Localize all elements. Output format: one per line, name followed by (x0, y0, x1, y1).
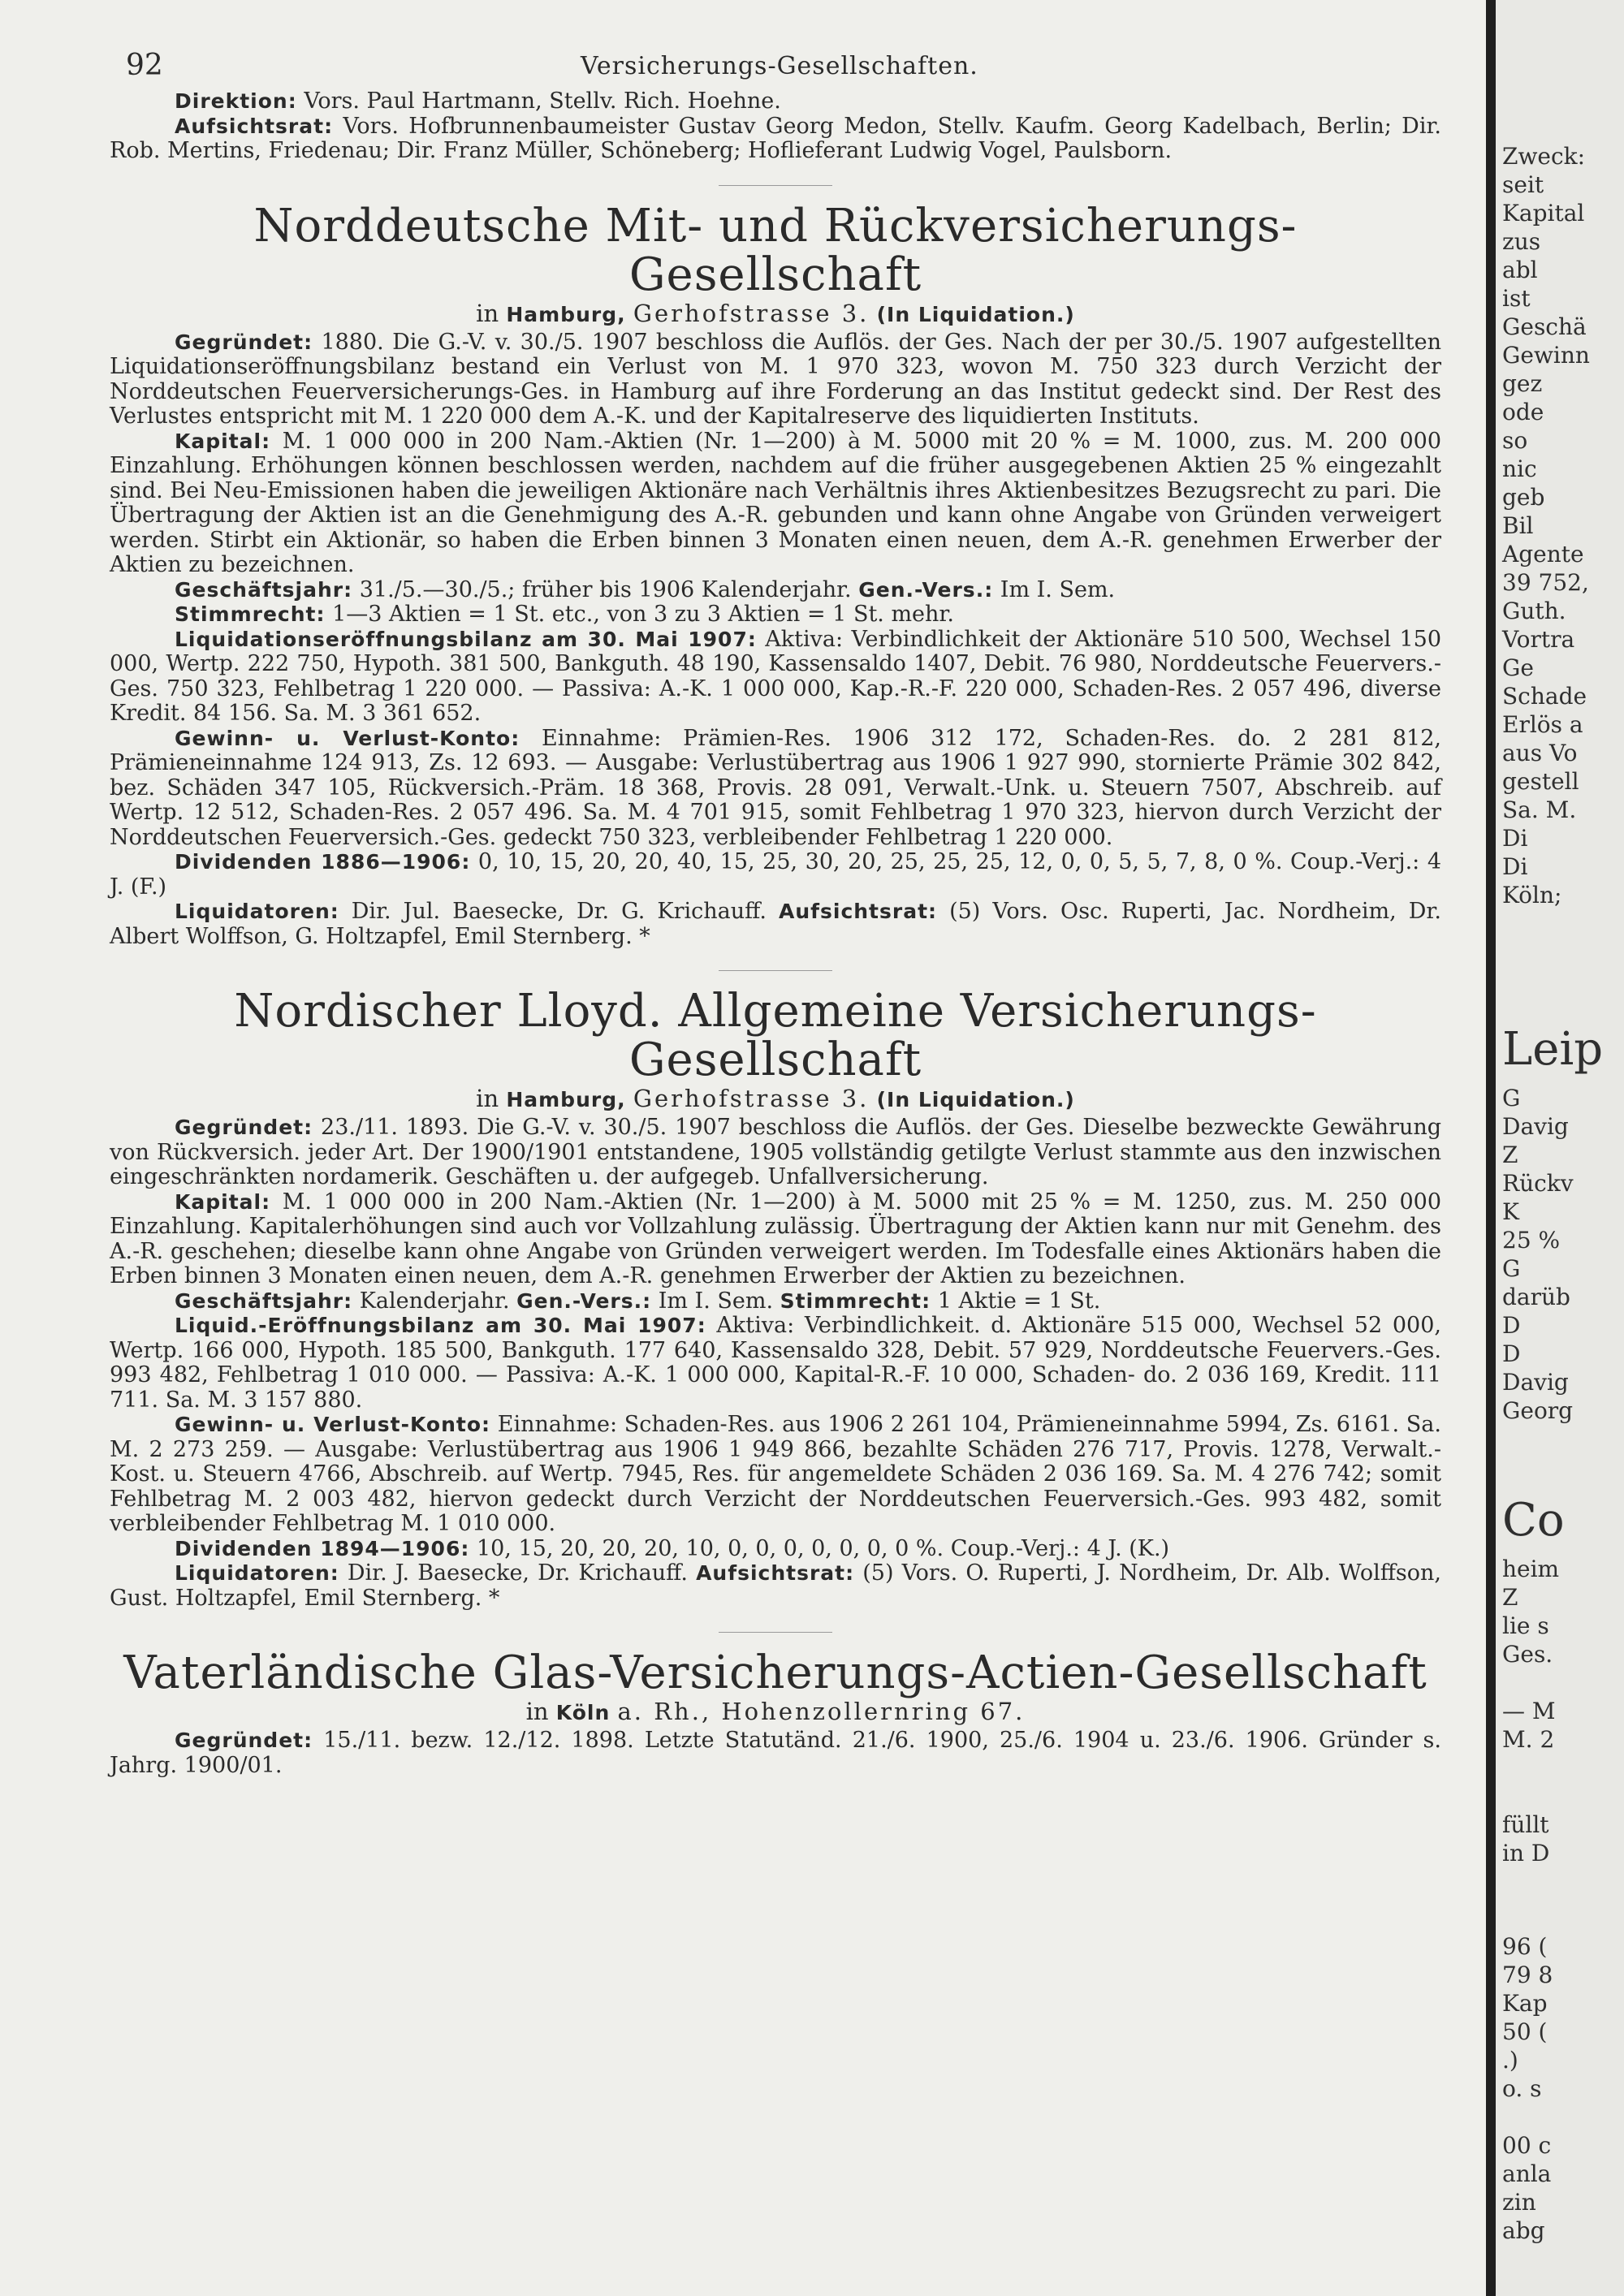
paragraph-text: 23./11. 1893. Die G.-V. v. 30./5. 1907 beschloss die Auflös. der Ges. Dieselbe bezweckte Gewährung von Rückversich. jeder Art. Der 1900/1901 entstandene, 1905 vollständig getilgte Verlust stammte aus den inzwischen eingeschränkten nordamerik. Geschäften u. der aufgegeb. Unfallversicherung. (110, 1115, 1441, 1189)
entry-paragraph (110, 429, 1441, 578)
entry-paragraph (110, 628, 1441, 727)
paragraph-label: Kapital: (175, 1189, 271, 1214)
entries (110, 185, 1441, 1779)
facing-page-text: aus Vo (1502, 740, 1578, 766)
facing-page-text: gestell (1502, 768, 1579, 795)
paragraph-text: 31./5.—30./5.; früher bis 1906 Kalenderjahr. (359, 576, 852, 602)
paragraph-label: Dividenden 1894—1906: (175, 1536, 470, 1560)
entry-paragraph (110, 1190, 1441, 1289)
facing-page-text: 79 8 (1502, 1962, 1553, 1988)
entry-paragraph (110, 1537, 1441, 1562)
entry-status: (In Liquidation.) (876, 302, 1075, 326)
paragraph-label: Liquidatoren: (175, 900, 339, 923)
facing-page-text: Davig (1502, 1369, 1569, 1396)
paragraph-label: Gegründet: (175, 1116, 313, 1139)
facing-page-text: Z (1502, 1142, 1518, 1168)
paragraph-text: Im I. Sem. (658, 1288, 774, 1314)
paragraph-text: Dir. J. Baesecke, Dr. Krichauff. (347, 1560, 688, 1586)
paragraph-label: Aufsichtsrat: (778, 900, 938, 923)
facing-page-text: Sa. M. (1502, 796, 1577, 823)
facing-page-text: geb (1502, 484, 1545, 511)
facing-page-text: in D (1502, 1840, 1550, 1867)
entry-paragraph (110, 1561, 1441, 1611)
facing-page-text: Ges. (1502, 1641, 1553, 1668)
prev-direktion: Direktion: Vors. Paul Hartmann, Stellv. Rich. Hoehne. (175, 88, 781, 114)
section-rule (719, 1632, 832, 1633)
facing-page-text: Z (1502, 1584, 1518, 1611)
section-rule (719, 970, 832, 971)
entry-paragraph (110, 602, 1441, 628)
entry-paragraph (110, 850, 1441, 900)
facing-page-text: Rückv (1502, 1170, 1574, 1197)
facing-page-text: M. 2 (1502, 1726, 1555, 1753)
paragraph-label: Geschäftsjahr: (175, 577, 353, 602)
paragraph-label: Stimmrecht: (175, 602, 326, 626)
facing-page-text: .) (1502, 2047, 1518, 2074)
entry-address: a. Rh., Hohenzollernring 67. (617, 1698, 1026, 1725)
facing-page-text: heim (1502, 1556, 1560, 1582)
facing-page-text: 96 ( (1502, 1933, 1548, 1960)
entry-title: Vaterländische Glas-Versicherungs-Actien-Gesellschaft (123, 1646, 1427, 1699)
paragraph-label: Dividenden 1886—1906: (175, 850, 471, 874)
paragraph-label: Gewinn- u. Verlust-Konto: (175, 726, 520, 750)
paragraph-text: Kalenderjahr. (359, 1288, 510, 1314)
facing-page-text: o. s (1502, 2075, 1542, 2102)
paragraph-text: M. 1 000 000 in 200 Nam.-Aktien (Nr. 1—200) à M. 5000 mit 25 % = M. 1250, zus. M. 250 000 Einzahlung. Kapitalerhöhungen sind auch vor Vollzahlung zulässig. Übertragung der Aktien kann nur mit Genehm. des A.-R. geschehen; dieselbe kann ohne Angabe von Gründen verweigert werden. Im Todesfalle eines Aktionärs haben die Erben binnen 3 Monaten einen neuen, dem A.-R. genehmen Erwerber der Aktien zu bezeichnen. (110, 1189, 1441, 1288)
paragraph-text: Aktiva: Verbindlichkeit der Aktionäre 510 500, Wechsel 150 000, Wertp. 222 750, Hypoth. 381 500, Bankguth. 48 190, Kassensaldo 1407, Debit. 76 980, Norddeutsche Feuervers.-Ges. 750 323, Fehlbetrag 1 220 000. — Passiva: A.-K. 1 000 000, Kap.-R.-F. 220 000, Schaden-Res. 2 057 496, diverse Kredit. 84 156. Sa. M. 3 361 652. (110, 626, 1442, 726)
facing-page-text: anla (1502, 2160, 1552, 2187)
paragraph-text: Dir. Jul. Baesecke, Dr. G. Krichauff. (351, 899, 767, 924)
facing-page-text: zus (1502, 228, 1541, 255)
entry-in: in (525, 1698, 549, 1725)
page-number: 92 (126, 49, 163, 82)
facing-page-text: Kap (1502, 1990, 1548, 2017)
facing-page-text: K (1502, 1198, 1519, 1225)
facing-page-text: Geschä (1502, 313, 1587, 340)
entry-paragraph (110, 1728, 1441, 1778)
entry-paragraph (110, 1413, 1441, 1537)
facing-page-text: seit (1502, 171, 1544, 198)
entry-title: Norddeutsche Mit- und Rückversicherungs-Gesellschaft (253, 199, 1298, 301)
facing-page-text: G (1502, 1085, 1521, 1111)
facing-page-text: Georg (1502, 1397, 1574, 1424)
facing-page-text: Bil (1502, 512, 1534, 539)
facing-page-text: 25 % (1502, 1227, 1561, 1254)
facing-page-text: — M (1502, 1698, 1556, 1724)
facing-page-text: ode (1502, 399, 1544, 425)
entry-paragraph (110, 1289, 1441, 1314)
prev-aufsichtsrat: Aufsichtsrat: Vors. Hofbrunnenbaumeister Gustav Georg Medon, Stellv. Kaufm. Georg Kadelbach, Berlin; Dir. Rob. Mertins, Friedenau; Dir. Franz Müller, Schöneberg; Hoflieferant Ludwig Vogel, Paulsborn. (110, 113, 1441, 163)
entry-paragraph (110, 900, 1441, 949)
paragraph-label: Gegründet: (175, 1728, 313, 1752)
facing-page-text: Co (1502, 1494, 1565, 1547)
facing-page-text: abg (1502, 2217, 1545, 2244)
entry-location (110, 300, 1441, 329)
facing-page-text: Zweck: (1502, 143, 1586, 170)
entry-address: Gerhofstrasse 3. (633, 1085, 870, 1112)
facing-page-text: so (1502, 427, 1528, 454)
facing-page-text: abl (1502, 257, 1538, 283)
facing-page-text: D (1502, 1340, 1521, 1367)
facing-page-text: zin (1502, 2189, 1536, 2216)
facing-page-text: Di (1502, 853, 1528, 880)
running-title: Versicherungs-Gesellschaften. (581, 52, 978, 80)
text-column (110, 49, 1441, 1778)
paragraph-text: Im I. Sem. (1000, 576, 1116, 602)
facing-page-text: 39 752, (1502, 569, 1589, 596)
facing-page-text: Gewinn (1502, 342, 1590, 369)
facing-page-text: Schade (1502, 683, 1587, 710)
facing-page-text: Guth. (1502, 598, 1566, 624)
paragraph-text: 1 Aktie = 1 St. (937, 1288, 1101, 1314)
paragraph-text: 0, 10, 15, 20, 20, 40, 15, 25, 30, 20, 25, 25, 25, 12, 0, 0, 5, 5, 7, 8, 0 %. Coup.-Verj.: 4 J. (F.) (110, 849, 1441, 900)
entry-paragraph (110, 1314, 1441, 1413)
facing-page-text: 00 c (1502, 2132, 1552, 2159)
paragraph-label: Aufsichtsrat: (696, 1561, 855, 1585)
paragraph-text: 1—3 Aktien = 1 St. etc., von 3 zu 3 Aktien = 1 St. mehr. (332, 602, 954, 627)
entry-paragraph (110, 330, 1441, 429)
entry-city: Köln (555, 1701, 611, 1724)
entry-city: Hamburg, (506, 302, 626, 326)
section-rule (719, 185, 832, 186)
paragraph-label: Stimmrecht: (780, 1288, 931, 1313)
entry-in: in (476, 299, 499, 327)
book-gutter (1486, 0, 1496, 2296)
entry-status: (In Liquidation.) (876, 1088, 1075, 1111)
paragraph-label: Liquidationseröffnungsbilanz am 30. Mai 1907: (175, 627, 757, 651)
entry-city: Hamburg, (506, 1088, 626, 1111)
facing-page-text: Di (1502, 825, 1528, 852)
facing-page-text: Erlös a (1502, 711, 1583, 738)
entry-paragraph (110, 578, 1441, 603)
paragraph-label: Liquidatoren: (175, 1561, 339, 1585)
facing-page-text: gez (1502, 370, 1543, 397)
facing-page-text: ist (1502, 285, 1531, 312)
entry-title: Nordischer Lloyd. Allgemeine Versicherungs-Gesellschaft (234, 985, 1317, 1086)
entry-paragraph (110, 1116, 1441, 1190)
paragraph-label: Gegründet: (175, 330, 313, 354)
entry-in: in (476, 1085, 499, 1112)
facing-page-text: füllt (1502, 1811, 1549, 1838)
facing-page-fragment (1496, 0, 1624, 2296)
paragraph-text: Einnahme: Schaden-Res. aus 1906 2 261 104, Prämieneinnahme 5994, Zs. 6161. Sa. M. 2 273 259. — Ausgabe: Verlustübertrag aus 1906 1 949 866, bezahlte Schäden 276 717, Provis. 1278, Verwalt.-Kost. u. Steuern 4766, Abschreib. auf Wertp. 7945, Res. für angemeldete Schäden 2 036 169. Sa. M. 4 276 742; somit Fehlbetrag M. 2 003 482, hiervon gedeckt durch Verzicht der Norddeutschen Feuerversich.-Ges. 993 482, somit verbleibender Fehlbetrag M. 1 010 000. (110, 1412, 1441, 1536)
facing-page-text: Leip (1502, 1023, 1604, 1076)
facing-page-text: Kapital (1502, 200, 1585, 227)
paragraph-text: 1880. Die G.-V. v. 30./5. 1907 beschloss die Auflös. der Ges. Nach der per 30./5. 1907 aufgestellten Liquidationseröffnungsbilanz bestand ein Verlust von M. 1 970 323, wovon M. 750 323 durch Verzicht der Norddeutschen Feuerversicherungs-Ges. in Hamburg auf ihre Forderung an das Institut gedeckt sind. Der Rest des Verlustes entspricht mit M. 1 220 000 dem A.-K. und der Kapitalreserve des liquidierten Instituts. (110, 329, 1441, 429)
entry-location (110, 1698, 1441, 1727)
entry-location (110, 1085, 1441, 1114)
paragraph-text: 15./11. bezw. 12./12. 1898. Letzte Statutänd. 21./6. 1900, 25./6. 1904 u. 23./6. 1906. Gründer s. Jahrg. 1900/01. (110, 1728, 1441, 1778)
paragraph-label: Kapital: (175, 429, 271, 453)
paragraph-label: Liquid.-Eröffnungsbilanz am 30. Mai 1907: (175, 1314, 706, 1337)
facing-page-text: Vortra (1502, 626, 1575, 653)
paragraph-label: Geschäftsjahr: (175, 1288, 353, 1313)
facing-page-text: lie s (1502, 1612, 1549, 1639)
paragraph-label: Gewinn- u. Verlust-Konto: (175, 1413, 491, 1436)
facing-page-text: Agente (1502, 541, 1584, 568)
paragraph-text: Aktiva: Verbindlichkeit. d. Aktionäre 515 000, Wechsel 52 000, Wertp. 166 000, Hypoth. 185 500, Bankguth. 177 640, Kassensaldo 328, Debit. 57 929, Norddeutsche Feuervers.-Ges. 993 482, Fehlbetrag 1 010 000. — Passiva: A.-K. 1 000 000, Kapital-R.-F. 10 000, Schaden- do. 2 036 169, Kredit. 111 711. Sa. M. 3 157 880. (110, 1313, 1441, 1413)
paragraph-text: Einnahme: Prämien-Res. 1906 312 172, Schaden-Res. do. 2 281 812, Prämieneinnahme 124 913, Zs. 12 693. — Ausgabe: Verlustübertrag aus 1906 1 927 990, stornierte Prämie 302 842, bez. Schäden 347 105, Rückversich.-Präm. 18 368, Provis. 28 091, Verwalt.-Unk. u. Steuern 7507, Abschreib. auf Wertp. 12 512, Schaden-Res. 2 057 496. Sa. M. 4 701 915, somit Fehlbetrag 1 970 323, hiervon durch Verzicht der Norddeutschen Feuerversich.-Ges. gedeckt 750 323, verbleibender Fehlbetrag 1 220 000. (110, 725, 1441, 850)
paragraph-label: Gen.-Vers.: (858, 577, 994, 602)
facing-page-text: D (1502, 1312, 1521, 1339)
entry-address: Gerhofstrasse 3. (633, 299, 870, 327)
running-header (110, 49, 1441, 89)
paragraph-text: 10, 15, 20, 20, 20, 10, 0, 0, 0, 0, 0, 0, 0 %. Coup.-Verj.: 4 J. (K.) (476, 1535, 1170, 1561)
facing-page-text: 50 ( (1502, 2018, 1548, 2045)
facing-page-text: nic (1502, 455, 1537, 482)
facing-page-text: Ge (1502, 654, 1534, 681)
paragraph-label: Gen.-Vers.: (516, 1288, 652, 1313)
facing-page-text: darüb (1502, 1284, 1570, 1310)
entry-paragraph (110, 727, 1441, 851)
facing-page-text: Davig (1502, 1113, 1569, 1140)
facing-page-text: Köln; (1502, 882, 1562, 908)
paragraph-text: (5) Vors. Osc. Ruperti, Jac. Nordheim, Dr. Albert Wolffson, G. Holtzapfel, Emil Sternberg. * (110, 899, 1441, 949)
facing-page-text: G (1502, 1255, 1521, 1282)
paragraph-text: M. 1 000 000 in 200 Nam.-Aktien (Nr. 1—200) à M. 5000 mit 20 % = M. 1000, zus. M. 200 000 Einzahlung. Erhöhungen können beschlossen werden, nachdem auf die früher ausgegebenen Aktien 25 % eingezahlt sind. Bei Neu-Emissionen haben die jeweiligen Aktionäre nach Verhältnis ihres Aktienbesitzes Bezugsrecht zu pari. Die Übertragung der Aktien ist an die Genehmigung des A.-R. gebunden und kann ohne Angabe von Gründen verweigert werden. Stirbt ein Aktionär, so haben die Erben binnen 3 Monaten einen neuen, dem A.-R. genehmen Erwerber der Aktien zu bezeichnen. (110, 428, 1441, 577)
paragraph-text: (5) Vors. O. Ruperti, J. Nordheim, Dr. Alb. Wolffson, Gust. Holtzapfel, Emil Sternberg. * (110, 1560, 1441, 1611)
